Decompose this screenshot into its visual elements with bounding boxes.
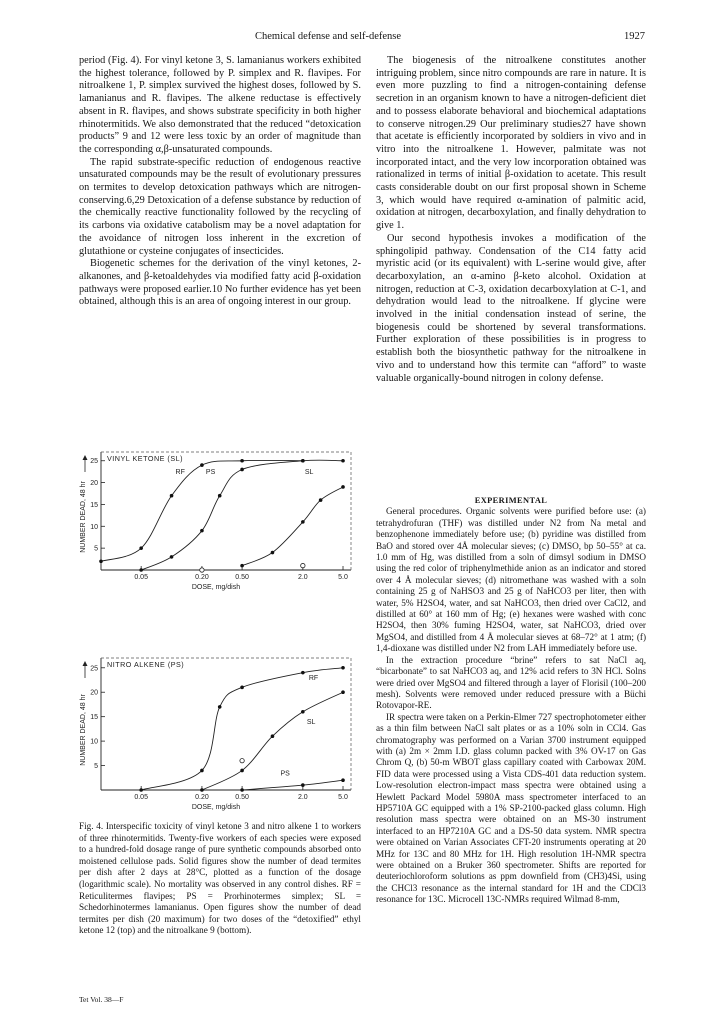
data-point-ps (240, 788, 244, 792)
x-tick-label: 0.50 (235, 574, 249, 581)
data-point-ps (341, 778, 345, 782)
series-label-rf: RF (308, 675, 319, 682)
figure-caption-text: Fig. 4. Interspecific toxicity of vinyl ketone 3 and nitro alkene 1 to workers of three rhinotermitids. Twenty-five workers of each species were exposed to a hundred-fold dosage range of pure synthetic compounds absorbed onto moistened cellulose pads. Solid figures show the number of dead termites per dish after 2 days at 28°C, plotted as a function of the dosage (logarithmic scale). No mortality was observed in any control dishes. RF = Reticulitermes flavipes; PS = Prorhinotermes simplex; SL = Schedorhinotermes lamanianus. Open figures show the number of dead termites per dish (20 maximum) for two doses of the “detoxified” ethyl ketone 12 (top) and the nitroalkane 9 (bottom). (79, 821, 361, 936)
page-number: 1927 (624, 31, 645, 42)
x-tick-label: 0.20 (195, 574, 209, 581)
left-column-text (79, 55, 361, 309)
series-label-ps: PS (205, 468, 216, 476)
data-point-sl (341, 485, 345, 489)
y-tick-label: 10 (90, 738, 98, 746)
x-axis-label: DOSE, mg/dish (191, 584, 241, 591)
data-point-sl (240, 769, 244, 773)
data-point-sl (319, 498, 323, 502)
vinyl-ketone-chart-svg (79, 448, 359, 600)
x-tick-label: 0.20 (195, 794, 209, 801)
y-tick-label: 5 (94, 763, 98, 771)
data-point-sl (200, 788, 204, 792)
data-point-rf (170, 494, 174, 498)
open-point (240, 758, 244, 762)
data-point-rf (240, 459, 244, 463)
y-axis-label: NUMBER DEAD, 48 hr (80, 481, 87, 553)
data-point-rf (99, 559, 103, 563)
series-label-sl: SL (306, 719, 316, 726)
right-column-text (376, 55, 646, 385)
data-point-rf (200, 463, 204, 467)
chart-title: NITRO ALKENE (PS) (107, 660, 185, 669)
x-tick-label: 2.0 (297, 574, 308, 581)
series-line-sl (242, 487, 343, 566)
nitro-alkene-chart-svg (79, 640, 359, 815)
data-point-ps (200, 529, 204, 533)
x-tick-label: 5.0 (338, 574, 348, 581)
paragraph: period (Fig. 4). For vinyl ketone 3, S. lamanianus workers exhibited the highest tolerance, followed by P. simplex and R. flavipes. For nitroalkene 1, P. simplex survived the highest doses, followed by S. lamanianus and R. flavipes. The alkene reductase is effectively absent in R. flavipes, and shows substrate specificity in both higher rhinotermitids. We also demonstrated that the reduced “detoxication products” 9 and 12 were less toxic by an order of magnitude than the corresponding α,β-unsaturated compounds. (79, 55, 361, 155)
paragraph: The biogenesis of the nitroalkene constitutes another intriguing problem, since nitro compounds are rare in nature. It is even more puzzling to find a nitrogen-containing defense secretion in an organism known to have a nitrogen-deficient diet and to possess elaborate behavioral and biochemical adaptations to conserve nitrogen.29 Our preliminary studies27 have shown that acetate is efficiently incorporated by soldiers in vivo and in vitro into the nitroalkene 1. However, palmitate was not incorporated intact, and the very low incorporation obtained was rationalized in terms of initial β-oxidation to acetate. This result casts considerable doubt on our first proposal shown in Scheme 3, which would have required α-amination of palmitic acid, oxidation at nitrogen, decarboxylation, and finally dehydration to give 1. (376, 55, 646, 232)
x-tick-label: 2.0 (297, 794, 308, 801)
y-axis-arrowhead (83, 661, 88, 666)
data-point-sl (271, 551, 275, 555)
y-axis-label: NUMBER DEAD, 48 hr (80, 694, 87, 766)
data-point-rf (240, 686, 244, 690)
series-label-sl: SL (304, 468, 314, 476)
section-heading: EXPERIMENTAL (474, 496, 548, 505)
figure-caption (79, 821, 361, 937)
data-point-sl (341, 690, 345, 694)
data-point-sl (240, 564, 244, 568)
experimental-section (376, 495, 646, 906)
series-line-rf (101, 460, 303, 561)
data-point-ps (301, 783, 305, 787)
paragraph: Our second hypothesis invokes a modification of the sphingolipid pathway. Condensation of the C14 fatty acid myristic acid (or its equivalent) with L-serine would give, after decarboxylation, an α-amino β-keto alcohol. Oxidation at nitrogen, reduction at C-3, oxidation decarboxylation at C-1, and dehydration would lead to the nitroalkene. If glycine were involved in the initial condensation instead of serine, the biogenesis could be shortened by several transformations. Further exploration of these possibilities is in progress to establish both the biosynthetic pathway for the nitroalkene in vivo and to understand how this termite can “afford” to waste valuable organically-bound nitrogen in colony defense. (376, 232, 646, 384)
page-header (0, 31, 723, 47)
paragraph: General procedures. Organic solvents were purified before use: (a) tetrahydrofuran (THF) was distilled under N2 from Na metal and benzophenone immediately before use; (b) pyridine was distilled from BaO and stored over 4Å molecular sieves; (c) DMSO, bp 50–55° at ca. 1.0 mm of Hg, was distilled from a soln of dimsyl sodium in DMSO using the red color of triphenylmethide anion as an indicator and stored over 4 Å molecular sieves; (d) nitromethane was washed with a soln containing 25 g of NaHSO3 and 25 g of NaHCO3 per liter, then with water, 5% H2SO4, water, and sat NaHCO3, then dried over CaCl2, and distilled at 60° at 160 mm of Hg; (e) hexanes were washed with conc H2SO4, then 30% fuming H2SO4, water, sat NaHCO3, dried over MgSO4, and distilled from 4 Å molecular sieves at 68–72° at 1 atm; (f) 1,4-dioxane was distilled under N2 from LAH immediately before use. (376, 506, 646, 654)
series-label-ps: PS (280, 770, 290, 778)
data-point-rf (200, 769, 204, 773)
chart-title: VINYL KETONE (SL) (107, 454, 184, 463)
y-tick-label: 25 (90, 665, 98, 673)
data-point-ps (218, 494, 222, 498)
y-tick-label: 10 (90, 523, 98, 531)
vinyl-ketone-chart (79, 448, 359, 600)
y-tick-label: 15 (90, 714, 98, 722)
data-point-rf (341, 666, 345, 670)
data-point-ps (341, 459, 345, 463)
y-axis-arrowhead (83, 455, 88, 460)
page-footer: Tet Vol. 38—F (79, 995, 124, 1004)
y-tick-label: 20 (90, 480, 98, 488)
nitro-alkene-chart (79, 640, 359, 815)
y-tick-label: 20 (90, 689, 98, 697)
data-point-ps (240, 468, 244, 472)
open-point (200, 568, 204, 572)
y-tick-label: 15 (90, 501, 98, 509)
x-tick-label: 0.05 (134, 794, 148, 801)
data-point-rf (139, 546, 143, 550)
data-point-sl (301, 520, 305, 524)
series-line-sl (202, 692, 343, 790)
data-point-sl (271, 734, 275, 738)
paragraph: In the extraction procedure “brine” refers to sat NaCl aq, “bicarbonate” to sat NaHCO3 aq, and 12% acid refers to 3N HCl. Solns were dried over MgSO4 and filtered through a layer of Florisil (100–200 mesh). Solvents were removed under reduced pressure with a Büchi Rotovapor-RE. (376, 654, 646, 711)
series-line-ps (242, 780, 343, 790)
x-tick-label: 0.50 (235, 794, 249, 801)
paragraph: The rapid substrate-specific reduction of endogenous reactive unsaturated compounds may be the result of evolutionary pressures on termites to develop detoxication pathways which are nitrogen-conserving.6,29 Detoxication of a defense substance by reduction of the chemically reactive functionality followed by the recycling of its carbons via oxidative catabolism may be a novel adaptation for the avoidance of nitrogen loss inherent in the excretion of glutathione or cysteine conjugates of insecticides. (79, 156, 361, 257)
y-tick-label: 5 (94, 545, 98, 553)
y-tick-label: 25 (90, 458, 98, 466)
x-tick-label: 0.05 (134, 574, 148, 581)
data-point-sl (301, 710, 305, 714)
data-point-ps (170, 555, 174, 559)
x-axis-label: DOSE, mg/dish (191, 804, 241, 811)
open-point (301, 563, 305, 567)
series-line-ps (141, 460, 343, 570)
data-point-rf (139, 788, 143, 792)
data-point-rf (301, 671, 305, 675)
running-head: Chemical defense and self-defense (255, 31, 402, 42)
data-point-rf (218, 705, 222, 709)
paragraph: Biogenetic schemes for the derivation of the vinyl ketones, 2-alkanones, and β-ketoaldehydes via modified fatty acid β-oxidation pathways were proposed earlier.10 No further evidence has yet been obtained, although this is an area of ongoing interest in our group. (79, 258, 361, 308)
series-label-rf: RF (175, 468, 185, 476)
data-point-ps (139, 568, 143, 572)
data-point-ps (301, 459, 305, 463)
paragraph: IR spectra were taken on a Perkin-Elmer 727 spectrophotometer either as a thin film between NaCl salt plates or as a 10% soln in CCl4. Gas chromatography was performed on a Varian 3700 instrument equipped with (a) 2m × 2mm I.D. glass column packed with 3% OV-17 on Gas Chrom Q, (b) 50-m WBOT glass capillary coated with Carbowax 20M. FID data were processed using a Vista CDS-401 data reduction system. Low-resolution electron-impact mass spectra were obtained using a Hewlett Packard Model 5980A mass spectrometer interfaced to an HP5710A GC equipped with a 1% SP-2100-packed glass column. High resolution mass spectra were obtained on an MS-30 instrument interfaced to an HP7210A GC and a DS-50 data system. NMR spectra were obtained on Varian Associates CFT-20 instruments operating at 20 MHz for 13C and 80 MHz for 1H. High resolution 1H-NMR spectra were obtained on a Bruker 360 spectrometer. Shifts are reported for deuteriochloroform solutions as ppm downfield from (CH3)4Si, using the CHCl3 resonance as the internal standard for 1H and the CDCl3 resonance for 13C. Microcell 13C-NMRs required Wilmad 8-mm, (376, 711, 646, 905)
x-tick-label: 5.0 (338, 794, 348, 801)
